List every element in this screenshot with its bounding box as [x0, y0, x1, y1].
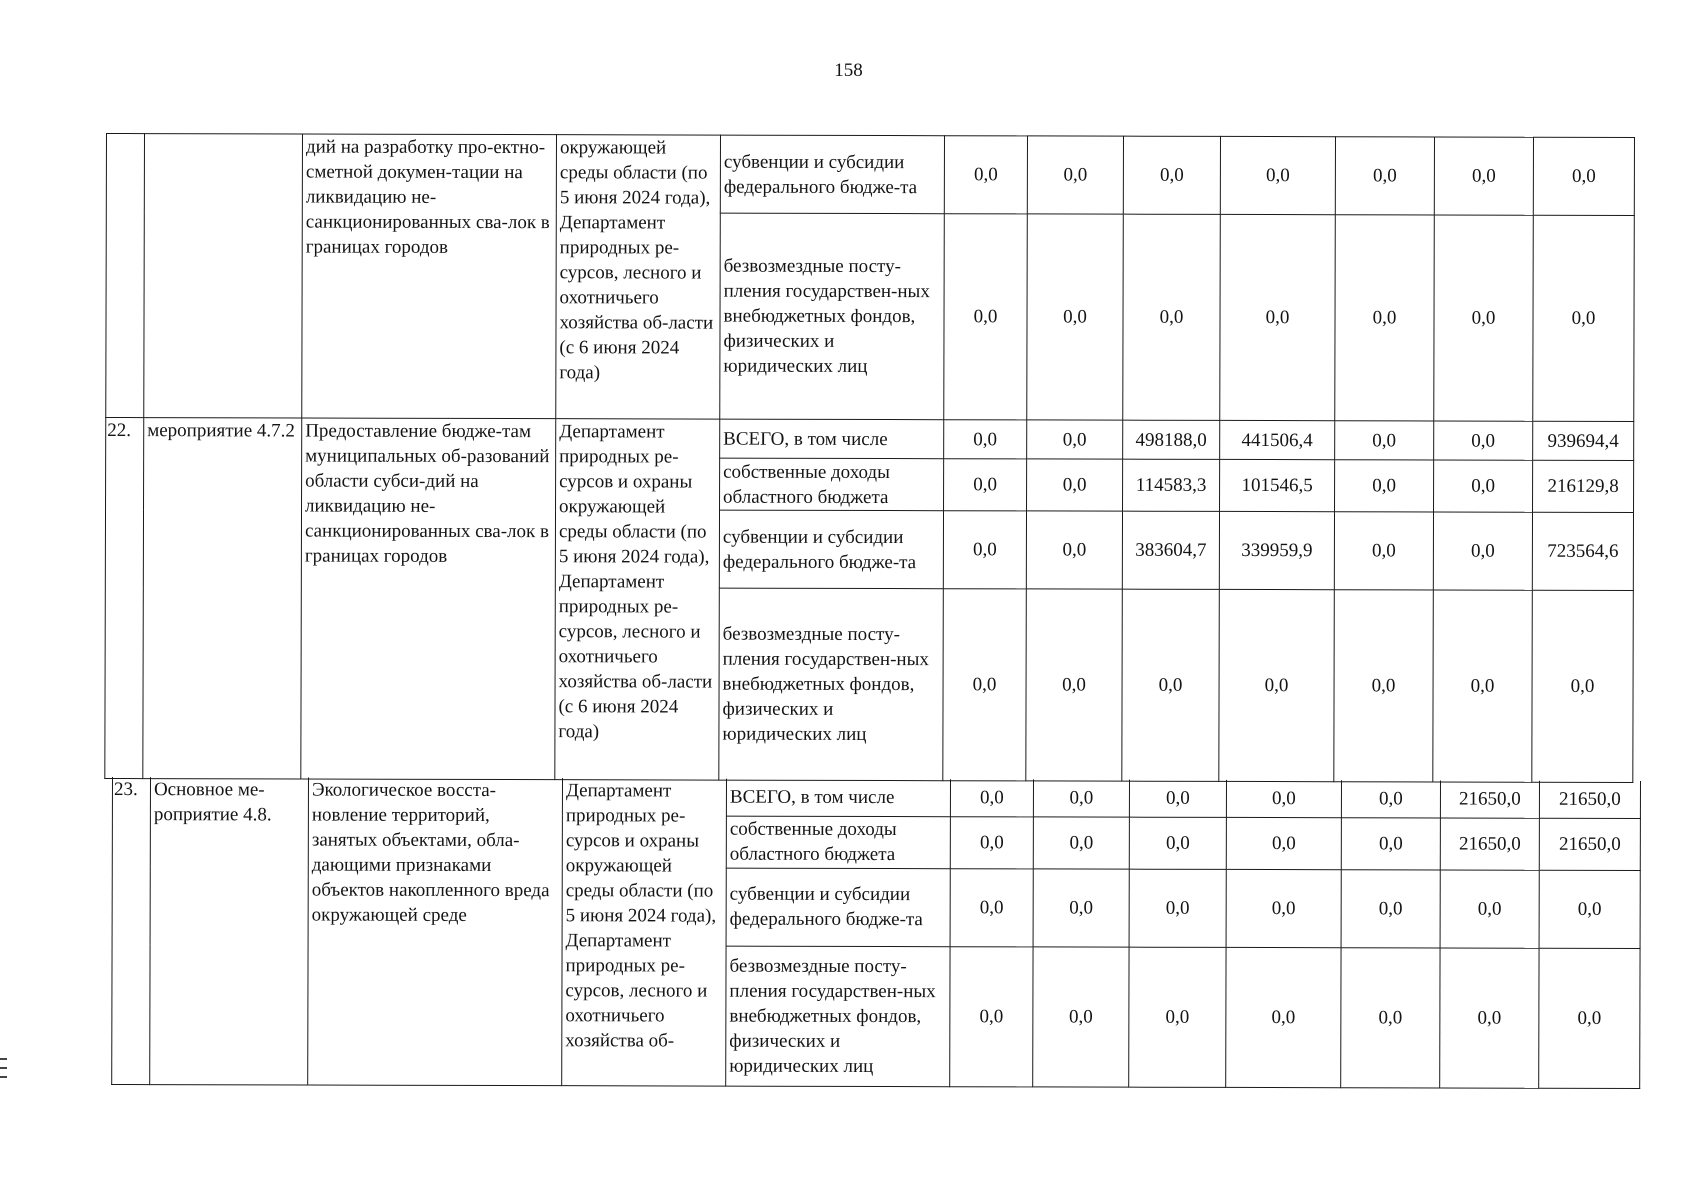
value-cell: 101546,5: [1220, 459, 1335, 511]
row-number: 23.: [112, 777, 151, 1084]
scan-mark: [0, 1058, 7, 1060]
value-cell: 0,0: [944, 420, 1027, 459]
value-cell: 0,0: [1033, 779, 1129, 816]
page-number: 158: [834, 60, 863, 81]
value-cell: 0,0: [1433, 590, 1533, 782]
measure-name: Предоставление бюдже-там муниципальных об-разований области субси-дий на ликвидацию не-санкционированных сва-лок в границах городов: [301, 418, 556, 780]
funding-source: ВСЕГО, в том числе: [720, 419, 944, 459]
value-cell: 339959,9: [1219, 511, 1334, 589]
funding-source: безвозмездные посту-пления государствен-ных внебюджетных фондов, физических и юридических лиц: [720, 213, 945, 420]
value-cell: 0,0: [1219, 589, 1335, 781]
measure-kind: мероприятие 4.7.2: [143, 418, 302, 779]
funding-source: безвозмездные посту-пления государствен-ных внебюджетных фондов, физических и юридических лиц: [719, 588, 944, 781]
scan-mark: [0, 1076, 7, 1078]
value-cell: 0,0: [1033, 868, 1129, 946]
value-cell: 114583,3: [1123, 459, 1220, 511]
value-cell: 216129,8: [1533, 460, 1634, 512]
value-cell: 0,0: [1335, 460, 1434, 512]
value-cell: 0,0: [1341, 780, 1440, 817]
funding-source: безвозмездные посту-пления государствен-ных внебюджетных фондов, физических и юридических лиц: [726, 946, 950, 1087]
value-cell: 0,0: [1434, 137, 1533, 215]
value-cell: 0,0: [1122, 589, 1220, 781]
value-cell: 0,0: [1226, 869, 1341, 947]
value-cell: 0,0: [1033, 946, 1129, 1086]
value-cell: 0,0: [1220, 136, 1335, 214]
value-cell: 0,0: [1433, 512, 1532, 590]
value-cell: 0,0: [950, 868, 1033, 946]
value-cell: 0,0: [1434, 460, 1533, 512]
value-cell: 0,0: [1129, 869, 1226, 947]
value-cell: 21650,0: [1539, 818, 1640, 870]
value-cell: 0,0: [1539, 870, 1640, 948]
value-cell: 0,0: [1334, 590, 1434, 782]
value-cell: 0,0: [950, 779, 1033, 816]
table-row: [112, 777, 1640, 818]
value-cell: 0,0: [1226, 780, 1341, 817]
value-cell: 0,0: [1027, 214, 1124, 420]
value-cell: 0,0: [1129, 947, 1226, 1087]
value-cell: 0,0: [1033, 816, 1129, 868]
value-cell: 0,0: [1533, 215, 1635, 421]
value-cell: 0,0: [1129, 780, 1226, 817]
measure-kind: [144, 134, 303, 418]
value-cell: 0,0: [1440, 947, 1539, 1087]
funding-source: собственные доходы областного бюджета: [720, 458, 944, 511]
budget-table-lower: [111, 777, 1641, 1089]
value-cell: 0,0: [943, 511, 1026, 589]
value-cell: 498188,0: [1123, 420, 1220, 459]
value-cell: 723564,6: [1532, 512, 1633, 590]
value-cell: 21650,0: [1440, 817, 1539, 869]
value-cell: 0,0: [1434, 215, 1534, 421]
scan-edge-marks: [0, 1058, 7, 1090]
value-cell: 0,0: [1341, 947, 1440, 1087]
value-cell: 0,0: [1434, 421, 1533, 460]
measure-kind: Основное ме-роприятие 4.8.: [150, 777, 309, 1084]
value-cell: 0,0: [1026, 589, 1123, 781]
funding-source: субвенции и субсидии федерального бюдже-та: [726, 868, 950, 947]
value-cell: 0,0: [1533, 137, 1634, 215]
value-cell: 0,0: [950, 816, 1033, 868]
value-cell: 0,0: [1341, 869, 1440, 947]
table-row: [106, 418, 1634, 461]
value-cell: 0,0: [944, 136, 1027, 214]
value-cell: 0,0: [1539, 948, 1640, 1088]
value-cell: 0,0: [1335, 421, 1434, 460]
measure-name: дий на разработку про-ектно-сметной докумен-тации на ликвидацию не-санкционированных сва-лок в границах городов: [302, 134, 557, 419]
measure-name: Экологическое восста-новление территорий, занятых объектами, обла-дающими признаками объектов накопленного вреда окружающей среде: [308, 778, 563, 1086]
scan-mark: [0, 1067, 7, 1069]
value-cell: 0,0: [1026, 511, 1122, 589]
value-cell: 0,0: [944, 459, 1027, 511]
value-cell: 0,0: [943, 589, 1027, 781]
executor: Департамент природных ре-сурсов и охраны окружающей среды области (по 5 июня 2024 года), Департамент природных ре-сурсов, лесного и охотничьего хозяйства об-: [562, 778, 727, 1085]
value-cell: 0,0: [1027, 420, 1123, 459]
value-cell: 0,0: [1027, 459, 1123, 511]
value-cell: 0,0: [1027, 136, 1123, 214]
value-cell: 0,0: [1440, 869, 1539, 947]
value-cell: 21650,0: [1440, 780, 1539, 817]
funding-source: субвенции и субсидии федерального бюдже-та: [720, 135, 944, 214]
budget-table-upper: [104, 133, 1635, 783]
value-cell: 0,0: [1335, 215, 1435, 421]
value-cell: 0,0: [1334, 512, 1433, 590]
value-cell: 0,0: [1129, 817, 1226, 869]
funding-source: собственные доходы областного бюджета: [726, 816, 950, 869]
value-cell: 0,0: [1226, 817, 1341, 869]
value-cell: 0,0: [1532, 590, 1634, 782]
row-number: 22.: [105, 418, 144, 779]
funding-source: субвенции и субсидии федерального бюдже-та: [719, 510, 943, 589]
executor: окружающей среды области (по 5 июня 2024 года), Департамент природных ре-сурсов, лесного и охотничьего хозяйства об-ласти (с 6 июня 2024 года): [556, 135, 721, 419]
value-cell: 0,0: [1341, 817, 1440, 869]
value-cell: 0,0: [1220, 214, 1336, 420]
value-cell: 21650,0: [1539, 781, 1640, 818]
value-cell: 0,0: [1123, 214, 1221, 420]
executor: Департамент природных ре-сурсов и охраны окружающей среды области (по 5 июня 2024 года), Департамент природных ре-сурсов, лесного и охотничьего хозяйства об-ласти (с 6 июня 2024 года): [555, 419, 720, 780]
value-cell: 441506,4: [1220, 420, 1335, 459]
value-cell: 0,0: [1123, 136, 1220, 214]
value-cell: 939694,4: [1533, 421, 1634, 460]
value-cell: 383604,7: [1122, 511, 1219, 589]
value-cell: 0,0: [1335, 137, 1434, 215]
table-row: [106, 134, 1634, 216]
row-number: [106, 134, 145, 418]
funding-source: ВСЕГО, в том числе: [726, 779, 950, 817]
value-cell: 0,0: [1226, 947, 1341, 1087]
value-cell: 0,0: [950, 946, 1033, 1086]
value-cell: 0,0: [944, 214, 1028, 420]
